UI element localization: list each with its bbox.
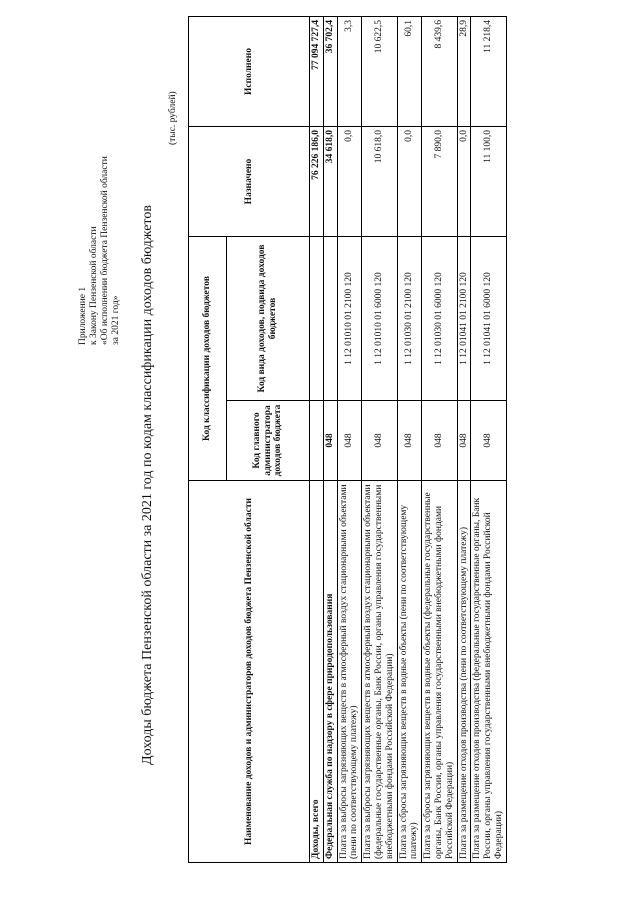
- cell-executed: 3,3: [337, 17, 362, 127]
- cell-assigned: 11 100,0: [471, 127, 506, 237]
- table-row: [362, 17, 397, 863]
- cell-admin: 048: [323, 401, 337, 481]
- cell-name: Плата за сбросы загрязняющих веществ в водные объекты (федеральные государственные органы, Банк России, органы управления государственными внебюджетными фондами Российской Федерации): [422, 481, 457, 863]
- cell-assigned: 10 618,0: [362, 127, 397, 237]
- cell-admin: 048: [362, 401, 397, 481]
- cell-executed: 28,9: [457, 17, 471, 127]
- cell-assigned: 0,0: [457, 127, 471, 237]
- appendix-line: Приложение 1: [78, 286, 88, 345]
- table-row: [457, 17, 471, 863]
- cell-name: Плата за выбросы загрязняющих веществ в атмосферный воздух стационарными объектами (федеральные государственные органы, Банк России, органы управления государственными внебюджетными фондами Российской Федерации): [362, 481, 397, 863]
- cell-assigned: 76 226 186,0: [310, 127, 324, 237]
- cell-admin: 048: [471, 401, 506, 481]
- cell-executed: 10 622,5: [362, 17, 397, 127]
- header-executed: Исполнено: [189, 17, 310, 127]
- table-row: [337, 17, 362, 863]
- header-admin-code: Код главного администратора доходов бюджета: [227, 401, 310, 481]
- cell-code: 1 12 01030 01 2100 120: [397, 237, 422, 401]
- table-row: [323, 17, 337, 863]
- cell-assigned: 0,0: [397, 127, 422, 237]
- cell-name: Плата за выбросы загрязняющих веществ в атмосферный воздух стационарными объектами (пени по соответствующему платежу): [337, 481, 362, 863]
- table-row: [397, 17, 422, 863]
- cell-assigned: 34 618,0: [323, 127, 337, 237]
- cell-code: 1 12 01041 01 2100 120: [457, 237, 471, 401]
- cell-executed: 8 439,6: [422, 17, 457, 127]
- cell-name: Плата за размещение отходов производства (федеральные государственные органы, Банк России, органы управления государственными внебюджетными фондами Российской Федерации): [471, 481, 506, 863]
- cell-code: 1 12 01041 01 6000 120: [471, 237, 506, 401]
- header-code-group: Код классификации доходов бюджетов: [189, 237, 227, 481]
- unit-label: (тыс. рублей): [168, 91, 178, 145]
- cell-executed: 36 702,4: [323, 17, 337, 127]
- table-row: [471, 17, 506, 863]
- table-row: [310, 17, 324, 863]
- header-assigned: Назначено: [189, 127, 310, 237]
- appendix-line: за 2021 год»: [111, 295, 121, 345]
- document-title: Доходы бюджета Пензенской области за 2021 год по кодам классификации доходов бюджетов: [140, 205, 155, 765]
- cell-admin: [310, 401, 324, 481]
- cell-assigned: 7 890,0: [422, 127, 457, 237]
- cell-code: 1 12 01030 01 6000 120: [422, 237, 457, 401]
- cell-name: Плата за сбросы загрязняющих веществ в водные объекты (пени по соответствующему платежу): [397, 481, 422, 863]
- revenue-table: [188, 16, 507, 863]
- table-header-row: [189, 17, 227, 863]
- table-row: [422, 17, 457, 863]
- appendix-line: к Закону Пензенской области: [89, 226, 99, 345]
- cell-code: [323, 237, 337, 401]
- cell-name: Федеральная служба по надзору в сфере природопользования: [323, 481, 337, 863]
- cell-code: [310, 237, 324, 401]
- header-name: Наименование доходов и администраторов доходов бюджета Пензенской области: [189, 481, 310, 863]
- cell-admin: 048: [457, 401, 471, 481]
- cell-name: Плата за размещение отходов производства (пени по соответствующему платежу): [457, 481, 471, 863]
- cell-executed: 11 218,4: [471, 17, 506, 127]
- cell-code: 1 12 01010 01 6000 120: [362, 237, 397, 401]
- cell-admin: 048: [337, 401, 362, 481]
- cell-assigned: 0,0: [337, 127, 362, 237]
- cell-executed: 60,1: [397, 17, 422, 127]
- cell-name: Доходы, всего: [310, 481, 324, 863]
- cell-executed: 77 094 727,4: [310, 17, 324, 127]
- appendix-block: [78, 45, 122, 345]
- cell-admin: 048: [397, 401, 422, 481]
- appendix-line: «Об исполнении бюджета Пензенской области: [100, 156, 110, 345]
- header-type-code: Код вида доходов, подвида доходов бюджетов: [227, 237, 310, 401]
- cell-admin: 048: [422, 401, 457, 481]
- cell-code: 1 12 01010 01 2100 120: [337, 237, 362, 401]
